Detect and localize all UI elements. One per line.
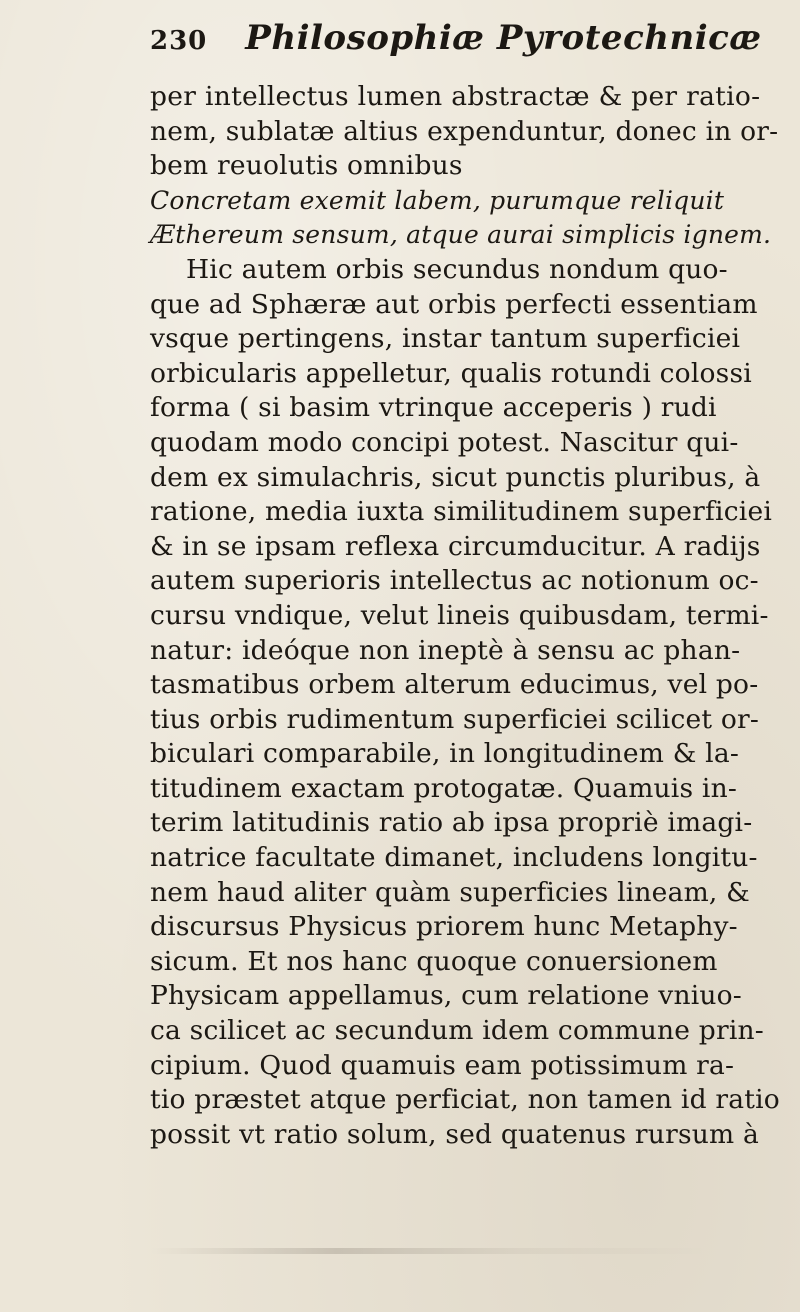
text-line: cipium. Quod quamuis eam potissimum ra- <box>150 1049 735 1081</box>
text-line: quodam modo concipi potest. Nascitur qui- <box>150 426 739 458</box>
text-block <box>150 18 780 1152</box>
text-line: titudinem exactam protogatæ. Quamuis in- <box>150 772 737 804</box>
text-line: ca scilicet ac secundum idem commune prin- <box>150 1015 764 1047</box>
text-line: ratione, media iuxta similitudinem superficiei <box>150 496 772 528</box>
text-line: biculari comparabile, in longitudinem & la- <box>150 738 739 770</box>
text-line: bem reuolutis omnibus <box>150 150 463 182</box>
text-line: nem, sublatæ altius expenduntur, donec in or- <box>150 115 779 147</box>
text-line: forma ( si basim vtrinque acceperis ) rudi <box>150 392 717 424</box>
text-line: tius orbis rudimentum superficiei scilicet or- <box>150 703 760 735</box>
text-line: vsque pertingens, instar tantum superficiei <box>150 323 741 355</box>
text-line: que ad Sphæræ aut orbis perfecti essentiam <box>150 288 758 320</box>
text-line: tio præstet atque perficiat, non tamen id ratio <box>150 1084 780 1116</box>
text-line: possit vt ratio solum, sed quatenus rursum à <box>150 1118 759 1150</box>
text-line: & in se ipsam reflexa circumducitur. A radijs <box>150 530 761 562</box>
text-line: sicum. Et nos hanc quoque conuersionem <box>150 945 718 977</box>
running-title: Philosophiæ Pyrotechnicæ <box>245 18 762 58</box>
text-line: natur: ideóque non ineptè à sensu ac phan- <box>150 634 741 666</box>
text-line: discursus Physicus priorem hunc Metaphy- <box>150 911 738 943</box>
text-line: natrice facultate dimanet, includens longitu- <box>150 842 758 874</box>
text-line: orbicularis appelletur, qualis rotundi colossi <box>150 357 752 389</box>
text-line: nem haud aliter quàm superficies lineam, & <box>150 876 750 908</box>
text-line: per intellectus lumen abstractæ & per ratio- <box>150 81 761 112</box>
page-number: 230 <box>150 26 208 56</box>
page-header <box>150 18 780 80</box>
text-line: dem ex simulachris, sicut punctis pluribus, à <box>150 461 761 493</box>
text-line: Physicam appellamus, cum relatione vniuo- <box>150 980 742 1012</box>
text-line: autem superioris intellectus ac notionum oc- <box>150 565 759 597</box>
paragraph-start: Hic autem orbis secundus nondum quo- <box>186 253 728 285</box>
text-line: cursu vndique, velut lineis quibusdam, termi- <box>150 599 769 631</box>
verse-line: Æthereum sensum, atque aurai simplicis ignem. <box>150 220 772 250</box>
text-line: terim latitudinis ratio ab ipsa propriè imagi- <box>150 807 753 839</box>
bleed-through-mark <box>150 1248 710 1254</box>
text-line: tasmatibus orbem alterum educimus, vel po- <box>150 669 759 701</box>
verse-line: Concretam exemit labem, purumque reliquit <box>150 185 725 215</box>
